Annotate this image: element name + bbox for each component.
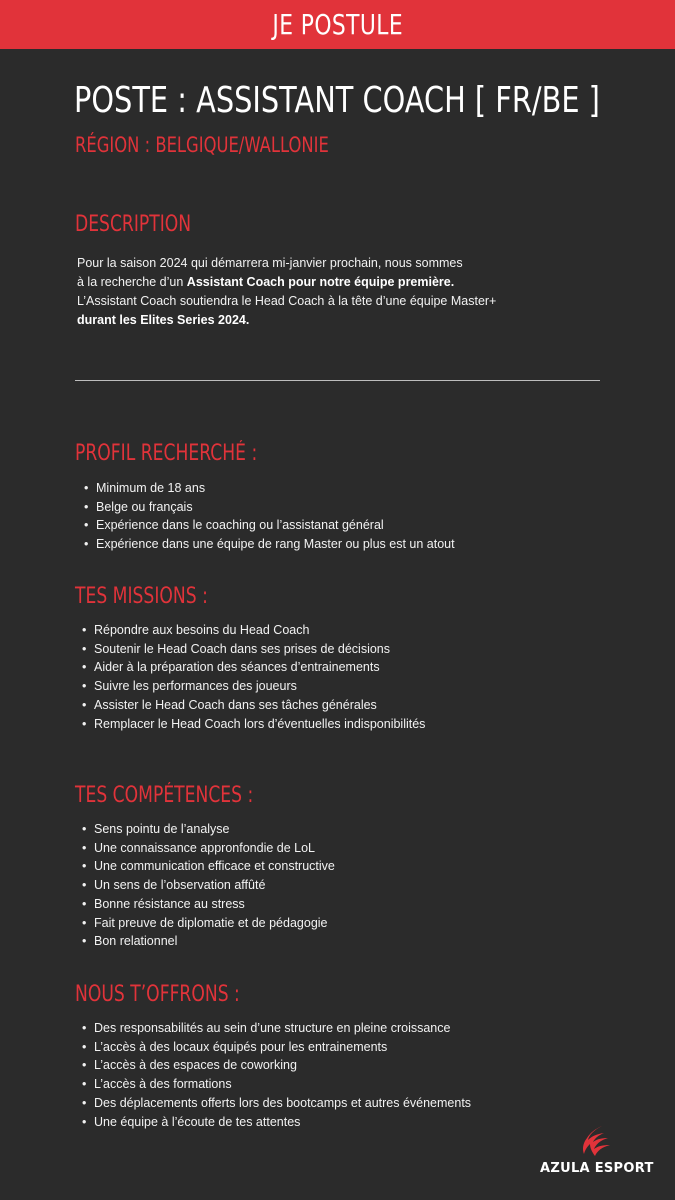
list-item <box>82 621 425 640</box>
list-item-text: Des déplacements offerts lors des bootcamps et autres événements <box>94 1095 472 1110</box>
bullet-icon: • <box>84 481 89 495</box>
list-item-text: Expérience dans le coaching ou l’assistanat général <box>96 518 384 533</box>
flame-icon <box>580 1125 614 1157</box>
competences-list <box>82 820 335 951</box>
bullet-icon: • <box>82 623 87 637</box>
description-line-bold: Assistant Coach pour notre équipe première. <box>186 275 455 289</box>
logo-text: AZULA ESPORT <box>540 1161 654 1176</box>
list-item-text: Répondre aux besoins du Head Coach <box>94 623 310 637</box>
bullet-icon: • <box>82 840 87 855</box>
missions-heading: TES MISSIONS : <box>75 584 208 609</box>
list-item-text: Belge ou français <box>96 499 193 514</box>
list-item-text: Une équipe à l’écoute de tes attentes <box>94 1114 301 1129</box>
description-line <box>77 311 617 330</box>
list-item-text: Soutenir le Head Coach dans ses prises de décisions <box>94 641 391 656</box>
bullet-icon: • <box>82 1095 87 1110</box>
list-item-text: L’accès à des formations <box>94 1077 232 1092</box>
list-item <box>84 479 455 498</box>
list-item-text: Fait preuve de diplomatie et de pédagogie <box>94 915 328 930</box>
bullet-icon: • <box>82 896 87 911</box>
list-item-text: Aider à la préparation des séances d’entrainements <box>94 660 380 675</box>
list-item <box>82 914 335 933</box>
list-item-text: L’accès à des locaux équipés pour les entrainements <box>94 1039 388 1054</box>
bullet-icon: • <box>82 660 87 675</box>
profil-list <box>84 479 455 554</box>
list-item <box>82 1038 471 1057</box>
list-item-text: Expérience dans une équipe de rang Master ou plus est un atout <box>96 537 455 552</box>
list-item <box>82 876 335 895</box>
list-item-text: Assister le Head Coach dans ses tâches générales <box>94 697 377 712</box>
list-item-text: Des responsabilités au sein d’une structure en pleine croissance <box>94 1021 451 1035</box>
bullet-icon: • <box>82 679 87 694</box>
list-item-text: Une communication efficace et constructive <box>94 859 335 874</box>
list-item <box>84 516 455 535</box>
list-item <box>82 1056 471 1075</box>
list-item <box>82 1094 471 1113</box>
missions-list <box>82 621 425 733</box>
description-text <box>77 254 617 330</box>
list-item-text: Bon relationnel <box>94 934 178 949</box>
description-line: Pour la saison 2024 qui démarrera mi-janvier prochain, nous sommes <box>77 256 463 270</box>
bullet-icon: • <box>82 915 87 930</box>
bullet-icon: • <box>82 1039 87 1054</box>
list-item <box>82 715 425 734</box>
bullet-icon: • <box>84 537 89 552</box>
bullet-icon: • <box>84 518 89 533</box>
section-divider <box>75 380 600 381</box>
competences-heading: TES COMPÉTENCES : <box>75 783 254 808</box>
description-line: L’Assistant Coach soutiendra le Head Coach à la tête d’une équipe Master+ <box>77 294 497 308</box>
description-line <box>77 273 617 292</box>
bullet-icon: • <box>82 697 87 712</box>
bullet-icon: • <box>84 499 89 514</box>
description-line-bold: durant les Elites Series 2024. <box>77 313 250 327</box>
bullet-icon: • <box>82 641 87 656</box>
description-line-plain: à la recherche d’un <box>77 275 187 289</box>
list-item <box>82 658 425 677</box>
list-item <box>82 839 335 858</box>
list-item <box>84 498 455 517</box>
banner-title: JE POSTULE <box>272 8 403 41</box>
bullet-icon: • <box>82 822 87 836</box>
offres-list <box>82 1019 471 1131</box>
bullet-icon: • <box>82 1114 87 1129</box>
list-item-text: Remplacer le Head Coach lors d’éventuelles indisponibilités <box>94 716 426 731</box>
bullet-icon: • <box>82 716 87 731</box>
list-item-text: L’accès à des espaces de coworking <box>94 1058 297 1073</box>
list-item <box>82 1019 471 1038</box>
azula-esport-logo <box>540 1125 652 1180</box>
list-item-text: Une connaissance appronfondie de LoL <box>94 840 316 855</box>
list-item <box>82 640 425 659</box>
bullet-icon: • <box>82 934 87 949</box>
list-item <box>82 895 335 914</box>
list-item <box>82 1113 471 1132</box>
list-item <box>82 677 425 696</box>
list-item <box>82 932 335 951</box>
list-item-text: Suivre les performances des joueurs <box>94 679 297 694</box>
profil-heading: PROFIL RECHERCHÉ : <box>75 441 258 466</box>
header-banner <box>0 0 675 49</box>
list-item <box>82 1075 471 1094</box>
list-item-text: Minimum de 18 ans <box>96 481 206 495</box>
bullet-icon: • <box>82 1077 87 1092</box>
poste-title: POSTE : ASSISTANT COACH [ FR/BE ] <box>74 80 600 121</box>
bullet-icon: • <box>82 859 87 874</box>
bullet-icon: • <box>82 878 87 893</box>
bullet-icon: • <box>82 1058 87 1073</box>
bullet-icon: • <box>82 1021 87 1035</box>
offres-heading: NOUS T’OFFRONS : <box>75 982 240 1007</box>
list-item <box>84 535 455 554</box>
region-subtitle: RÉGION : BELGIQUE/WALLONIE <box>75 133 329 157</box>
list-item-text: Bonne résistance au stress <box>94 896 245 911</box>
list-item-text: Sens pointu de l’analyse <box>94 822 230 836</box>
description-heading: DESCRIPTION <box>75 212 192 237</box>
list-item <box>82 820 335 839</box>
list-item-text: Un sens de l’observation affûté <box>94 878 266 893</box>
list-item <box>82 696 425 715</box>
list-item <box>82 857 335 876</box>
